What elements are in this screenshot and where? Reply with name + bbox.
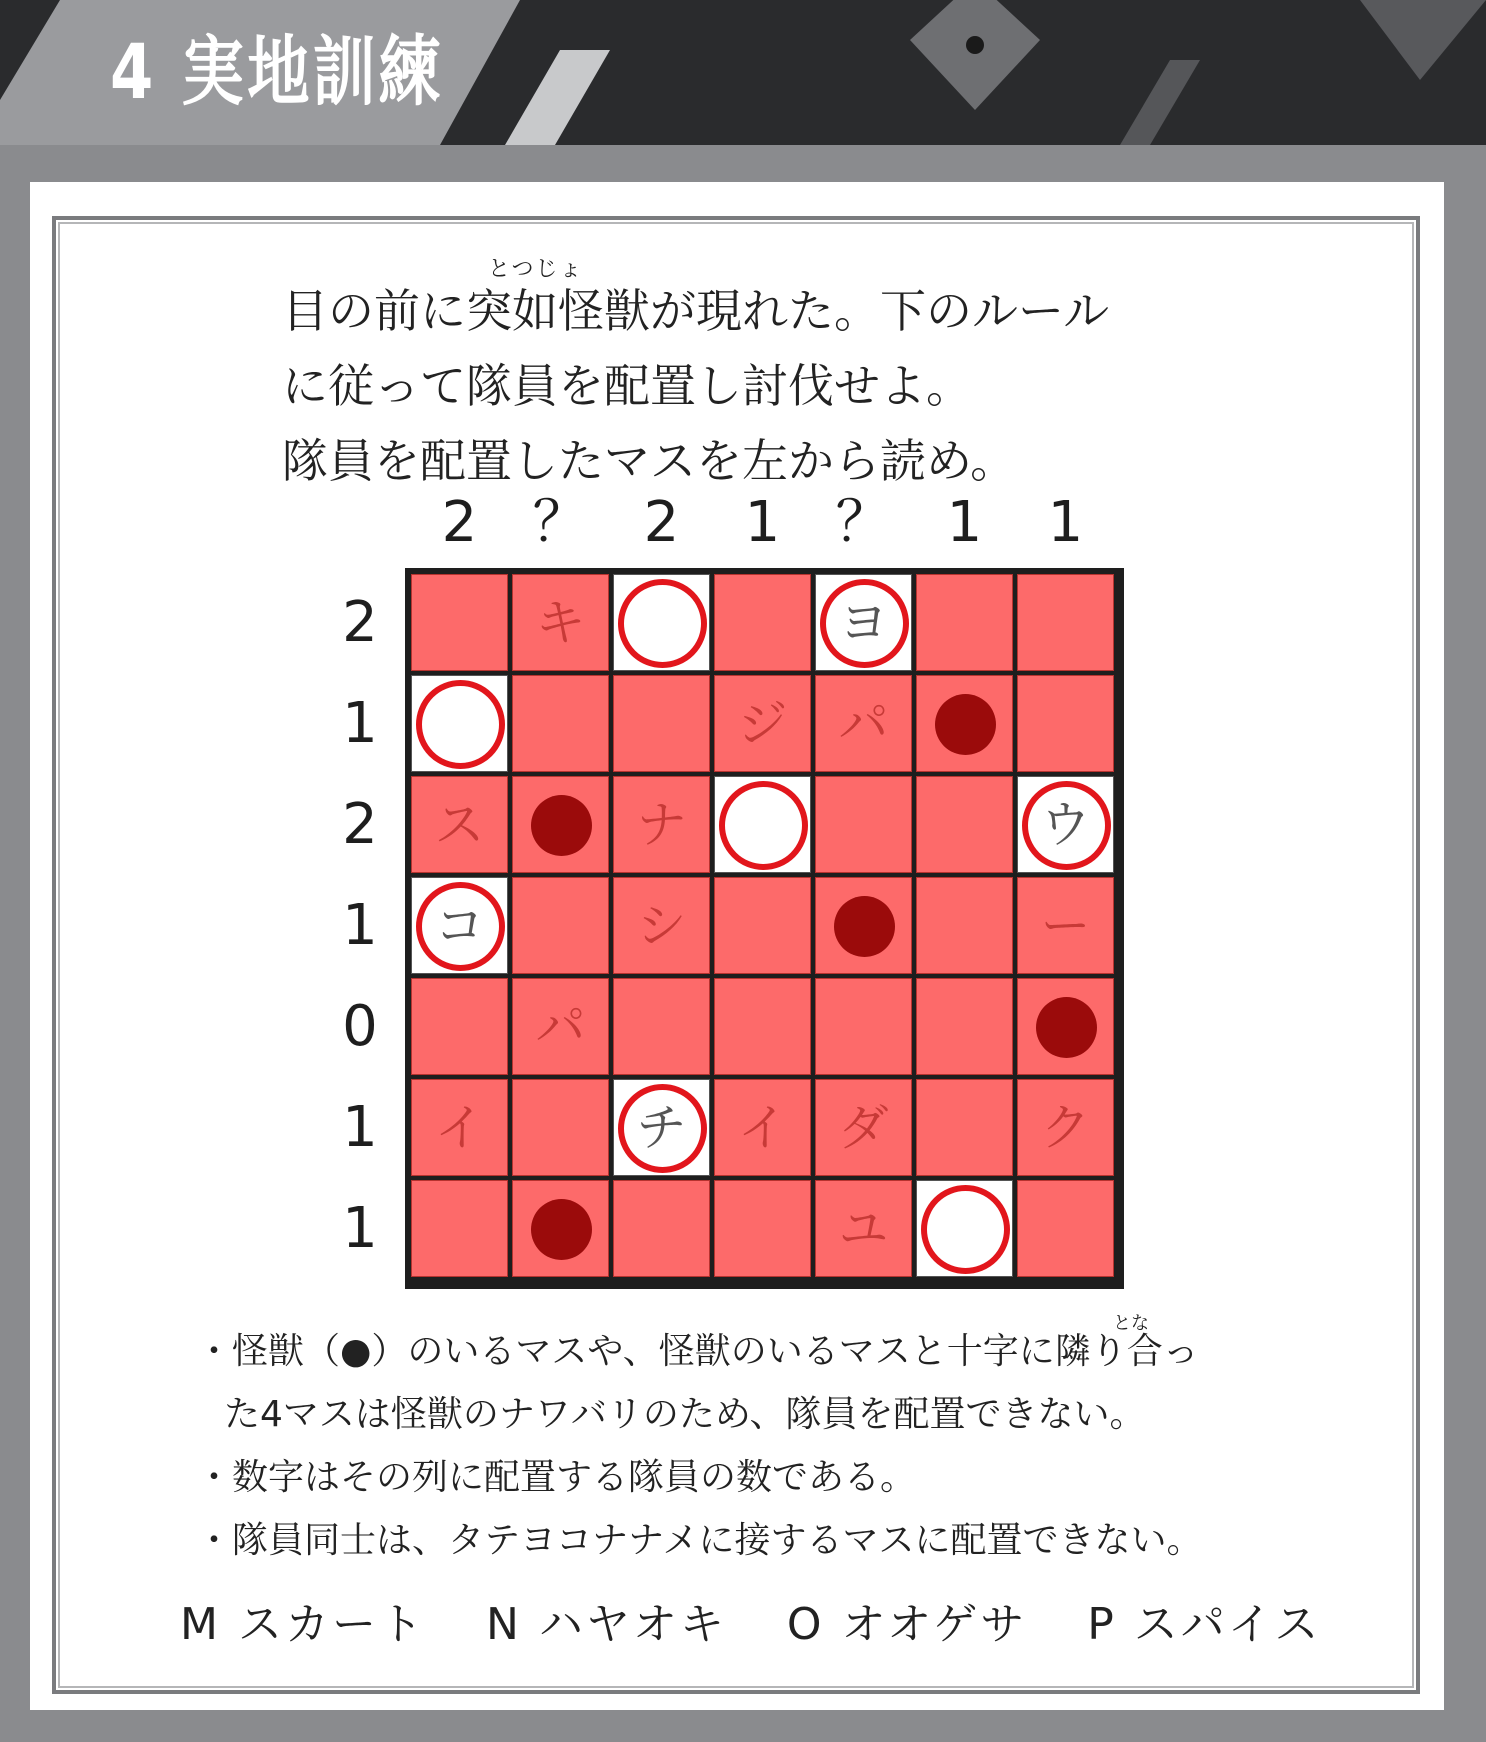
grid-cell[interactable] <box>916 574 1013 671</box>
cell-kana: ス <box>434 796 485 854</box>
grid-cell[interactable] <box>916 1079 1013 1176</box>
monster-marker <box>531 795 592 856</box>
choice-o[interactable]: O オオゲサ <box>786 1599 1028 1650</box>
cell-kana: パ <box>838 695 889 753</box>
intro-line-3: 隊員を配置したマスを左から読め。 <box>282 434 1017 488</box>
rule-line-4: ・隊員同士は、タテヨコナナメに接するマスに配置できない。 <box>196 1520 1203 1561</box>
grid-cell[interactable] <box>512 574 609 671</box>
grid-cell[interactable] <box>815 1079 912 1176</box>
grid-cell[interactable] <box>714 1180 811 1277</box>
grid-cell[interactable] <box>714 877 811 974</box>
grid-cell[interactable] <box>714 1079 811 1176</box>
grid-cell[interactable] <box>512 877 609 974</box>
grid-cell[interactable] <box>613 675 710 772</box>
cell-kana: ー <box>1040 897 1091 955</box>
monster-marker <box>531 1199 592 1260</box>
member-circle <box>416 882 505 971</box>
grid-cell[interactable] <box>512 978 609 1075</box>
choice-p[interactable]: P スパイス <box>1087 1599 1322 1650</box>
grid-cell[interactable] <box>411 776 508 873</box>
member-circle <box>618 579 707 668</box>
cell-kana: ユ <box>838 1200 889 1258</box>
grid-cell[interactable] <box>512 1180 609 1277</box>
cell-kana: パ <box>535 998 586 1056</box>
grid-cell[interactable] <box>613 1180 710 1277</box>
member-circle <box>719 781 808 870</box>
member-circle <box>921 1185 1010 1274</box>
grid-cell[interactable] <box>1017 1180 1114 1277</box>
grid-cell[interactable] <box>613 978 710 1075</box>
grid-cell[interactable] <box>411 574 508 671</box>
row-clue: 0 <box>342 993 378 1059</box>
header-banner <box>0 0 1486 145</box>
grid-cell[interactable] <box>815 877 912 974</box>
choice-m[interactable]: M スカート <box>180 1599 426 1650</box>
intro-ruby: とつじょ <box>488 257 584 282</box>
grid-cell[interactable] <box>411 1180 508 1277</box>
cell-kana: ヨ <box>838 594 889 652</box>
intro-text <box>282 274 1262 499</box>
grid-cell[interactable] <box>815 1180 912 1277</box>
grid-cell[interactable] <box>714 776 811 873</box>
grid-cell[interactable] <box>613 877 710 974</box>
rule-line-1: ・怪獣（●）のいるマスや、怪獣のいるマスと十字に隣り合っ <box>196 1331 1199 1372</box>
grid-cell[interactable] <box>916 776 1013 873</box>
cell-kana: ダ <box>838 1099 889 1157</box>
grid-cell[interactable] <box>916 1180 1013 1277</box>
cell-kana: イ <box>434 1099 485 1157</box>
grid-cell[interactable] <box>1017 978 1114 1075</box>
cell-kana: イ <box>737 1099 788 1157</box>
member-circle <box>416 680 505 769</box>
rules-list <box>196 1320 1346 1572</box>
grid-cell[interactable] <box>714 574 811 671</box>
grid-cell[interactable] <box>815 574 912 671</box>
rule-line-3: ・数字はその列に配置する隊員の数である。 <box>196 1457 917 1498</box>
column-clue: 2 <box>643 490 680 555</box>
grid-cell[interactable] <box>411 877 508 974</box>
grid-cell[interactable] <box>512 1079 609 1176</box>
grid-cell[interactable] <box>512 675 609 772</box>
cell-kana: チ <box>636 1099 687 1157</box>
grid-cell[interactable] <box>1017 574 1114 671</box>
grid-cell[interactable] <box>411 675 508 772</box>
grid-cell[interactable] <box>1017 675 1114 772</box>
column-clue: 1 <box>1047 490 1084 555</box>
grid-cell[interactable] <box>916 675 1013 772</box>
cell-kana: ウ <box>1040 796 1091 854</box>
grid-cell[interactable] <box>714 978 811 1075</box>
row-clue: 1 <box>342 1094 378 1160</box>
grid-cell[interactable] <box>613 776 710 873</box>
grid-cell[interactable] <box>714 675 811 772</box>
column-clue: ？ <box>835 490 892 555</box>
monster-marker <box>1036 997 1097 1058</box>
grid-cell[interactable] <box>512 776 609 873</box>
monster-marker <box>834 896 895 957</box>
grid-cell[interactable] <box>815 675 912 772</box>
row-clue: 1 <box>342 892 378 958</box>
cell-kana: コ <box>434 897 485 955</box>
grid-cell[interactable] <box>916 877 1013 974</box>
grid-cell[interactable] <box>411 1079 508 1176</box>
page-title: 4 実地訓練 <box>110 27 445 116</box>
member-circle <box>820 579 909 668</box>
row-clue: 1 <box>342 1195 378 1261</box>
row-clue: 2 <box>342 791 378 857</box>
intro-line-1: 目の前に突如怪獣が現れた。下のルール <box>282 284 1110 338</box>
cell-kana: ク <box>1040 1099 1091 1157</box>
row-clue: 2 <box>342 589 378 655</box>
member-circle <box>618 1084 707 1173</box>
column-clue: 1 <box>946 490 983 555</box>
grid-cell[interactable] <box>1017 877 1114 974</box>
puzzle-grid[interactable] <box>405 568 1124 1289</box>
member-circle <box>1022 781 1111 870</box>
intro-line-2: に従って隊員を配置し討伐せよ。 <box>282 359 972 413</box>
column-clue: ？ <box>532 490 589 555</box>
grid-cell[interactable] <box>815 978 912 1075</box>
cell-kana: ナ <box>636 796 687 854</box>
column-clue: 1 <box>744 490 781 555</box>
grid-cell[interactable] <box>815 776 912 873</box>
grid-cell[interactable] <box>411 978 508 1075</box>
cell-kana: ジ <box>737 695 788 753</box>
grid-cell[interactable] <box>1017 776 1114 873</box>
choice-n[interactable]: N ハヤオキ <box>485 1599 727 1650</box>
row-clue: 1 <box>342 690 378 756</box>
cell-kana: キ <box>535 594 586 652</box>
monster-marker <box>935 694 996 755</box>
rules-ruby: とな <box>1113 1313 1149 1334</box>
grid-cell[interactable] <box>1017 1079 1114 1176</box>
cell-kana: シ <box>636 897 687 955</box>
grid-cell[interactable] <box>916 978 1013 1075</box>
rule-line-2: た4マスは怪獣のナワバリのため、隊員を配置できない。 <box>224 1394 1146 1435</box>
answer-choices <box>180 1590 1330 1660</box>
column-clue: 2 <box>441 490 478 555</box>
grid-cell[interactable] <box>613 574 710 671</box>
grid-cell[interactable] <box>613 1079 710 1176</box>
